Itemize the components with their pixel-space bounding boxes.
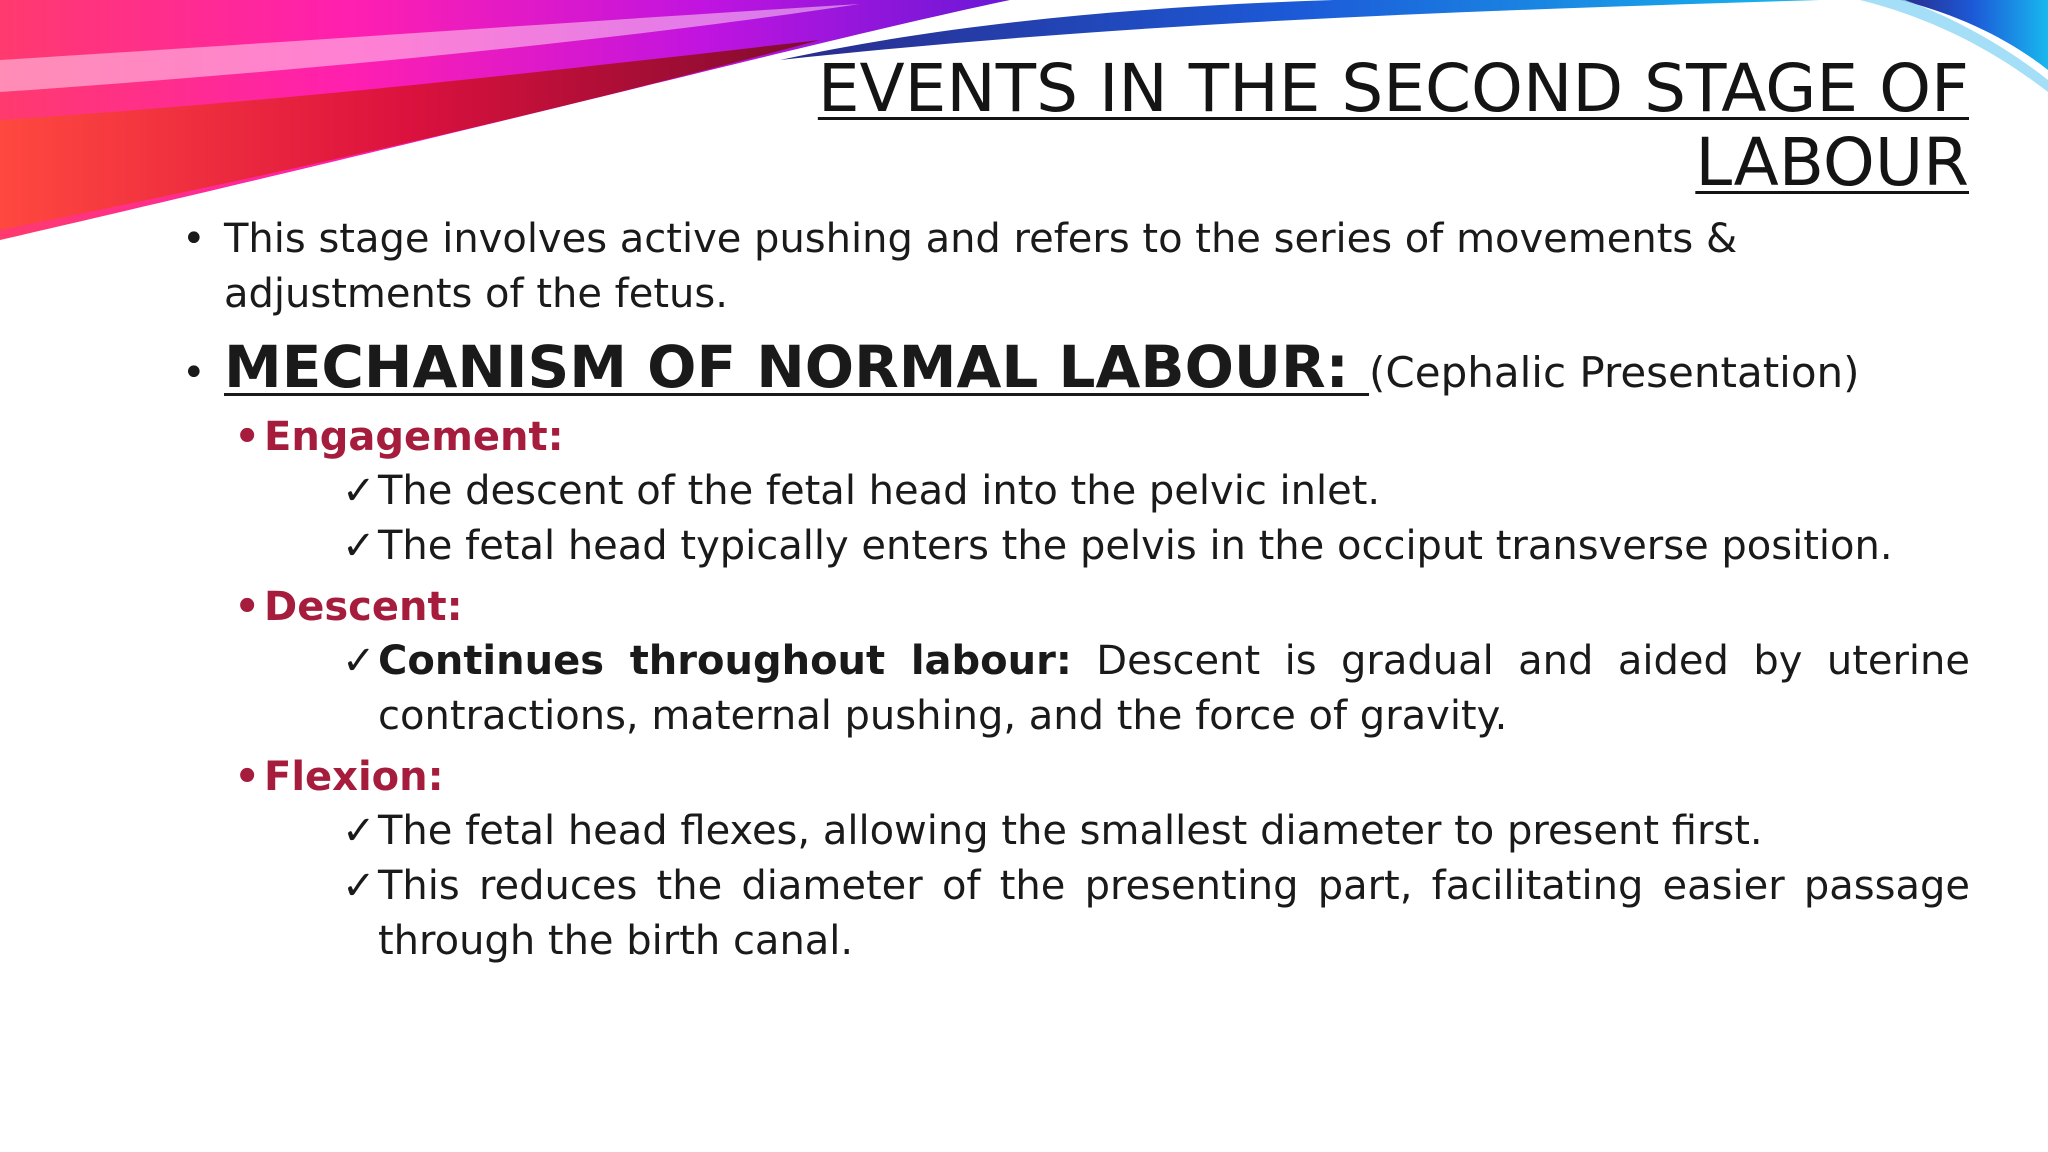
descent-label: Descent: (264, 584, 463, 630)
red-bullet: • (234, 414, 260, 460)
flexion-item (182, 859, 1970, 969)
engagement-label-row (182, 410, 1970, 464)
engagement-item (182, 519, 1970, 574)
descent-label-row (182, 580, 1970, 634)
engagement-item-text: The descent of the fetal head into the pelvic inlet. (378, 468, 1381, 514)
intro-bullet (182, 212, 1970, 322)
mechanism-heading: MECHANISM OF NORMAL LABOUR: (224, 333, 1370, 401)
checkmark-icon: ✓ (342, 468, 376, 514)
red-bullet: • (234, 584, 260, 630)
mechanism-bullet (182, 333, 1970, 402)
engagement-label: Engagement: (264, 414, 564, 460)
descent-text: Descent is gradual and aided by uterine contractions, maternal pushing, and the force of gravity. (378, 638, 1971, 739)
flexion-item-text: The fetal head flexes, allowing the smallest diameter to present first. (378, 808, 1763, 854)
flexion-item (182, 804, 1970, 859)
descent-lead: Continues throughout labour: (378, 638, 1072, 684)
slide-body (182, 212, 1970, 969)
slide-title (818, 52, 1969, 200)
intro-text: This stage involves active pushing and refers to the series of movements & adjustments of the fetus. (224, 216, 1738, 317)
engagement-item-text: The fetal head typically enters the pelvis in the occiput transverse position. (378, 523, 1893, 569)
descent-item (182, 634, 1970, 744)
checkmark-icon: ✓ (342, 863, 376, 909)
red-bullet: • (234, 754, 260, 800)
bullet-dot: • (182, 216, 206, 262)
flexion-item-text: This reduces the diameter of the presenting part, facilitating easier passage through the birth canal. (378, 863, 1970, 964)
engagement-item (182, 464, 1970, 519)
title-line-2: LABOUR (1695, 124, 1969, 201)
checkmark-icon: ✓ (342, 808, 376, 854)
checkmark-icon: ✓ (342, 523, 376, 569)
bullet-dot: • (182, 350, 206, 396)
checkmark-icon: ✓ (342, 638, 376, 684)
flexion-label: Flexion: (264, 754, 444, 800)
flexion-label-row (182, 750, 1970, 804)
title-line-1: EVENTS IN THE SECOND STAGE OF (817, 50, 1969, 127)
mechanism-subheading: (Cephalic Presentation) (1369, 348, 1860, 397)
